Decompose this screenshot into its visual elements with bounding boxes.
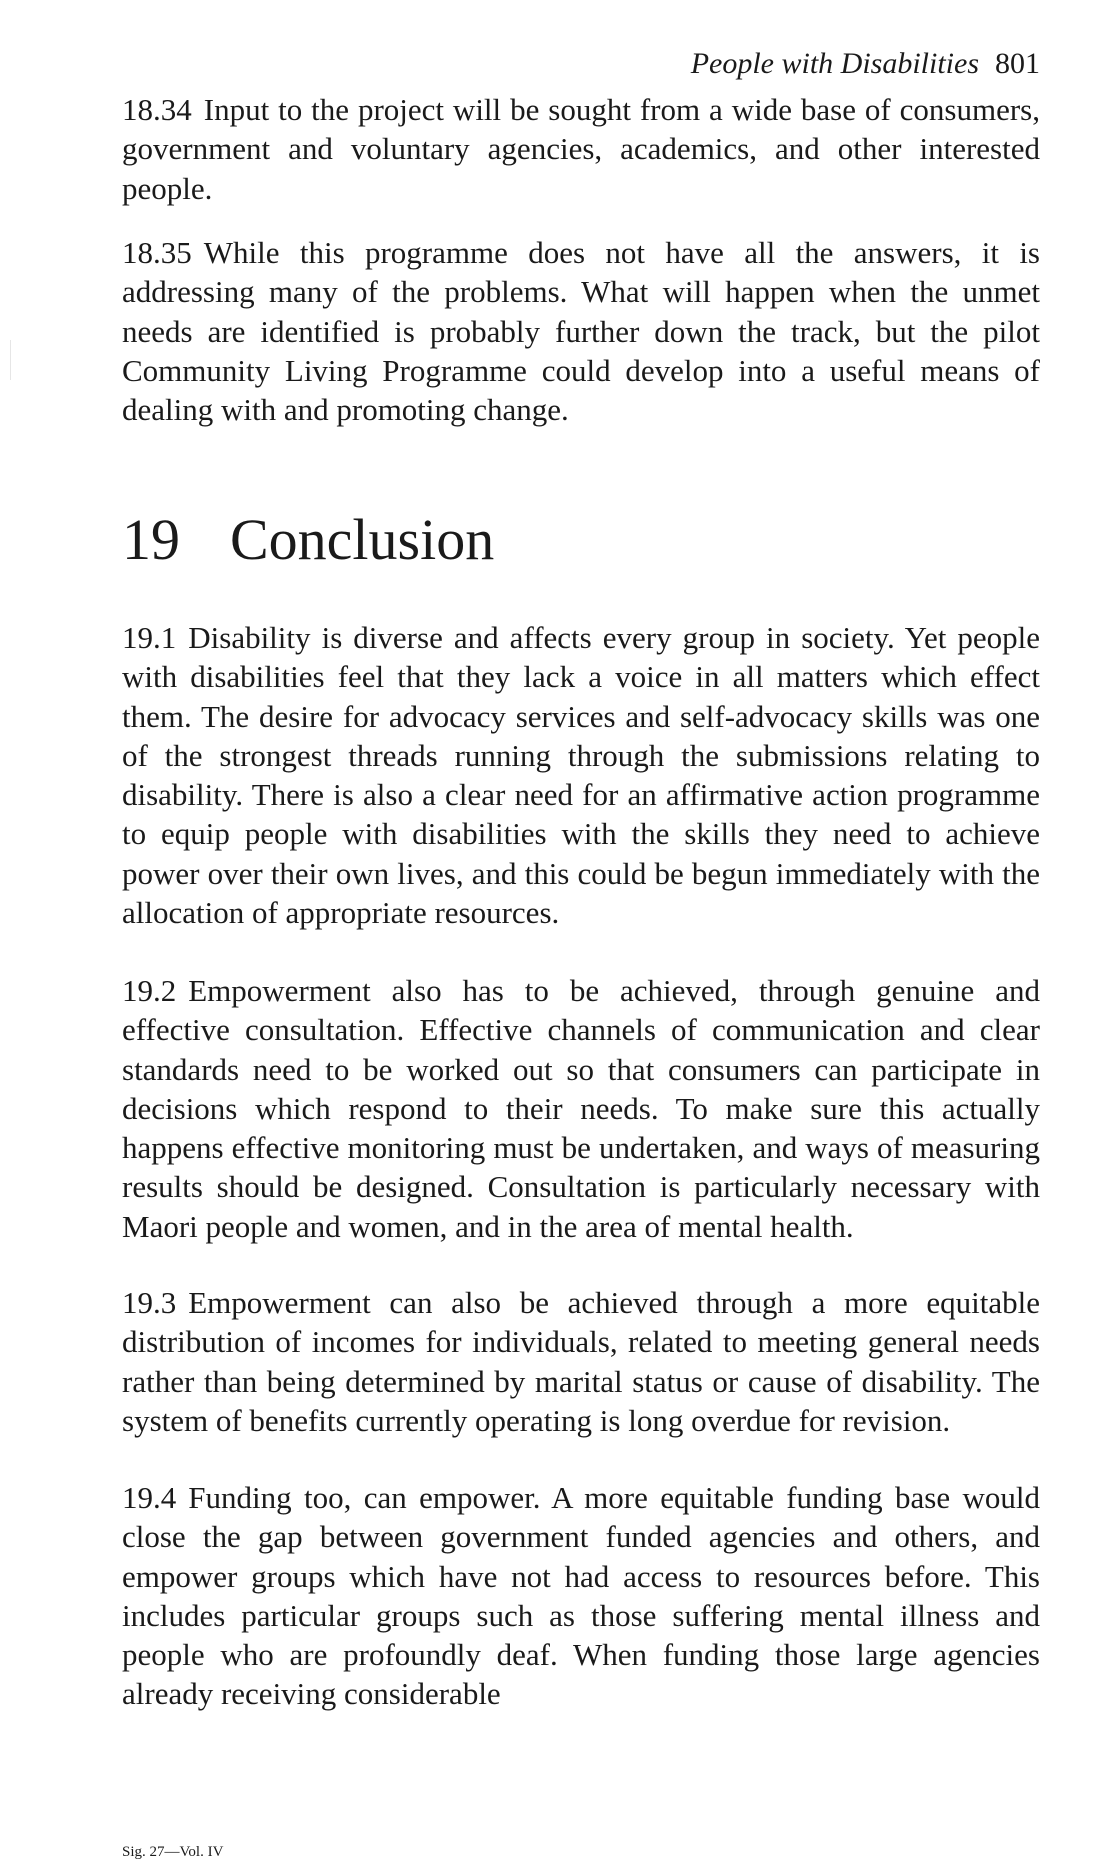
paragraph-number: 19.3	[122, 1285, 177, 1320]
section-title: Conclusion	[230, 507, 495, 572]
paragraph-text: Empowerment can also be achieved through a more equitable distribution of incomes for individuals, related to meeting general needs rather than being determined by marital status or cause of disability. The system of benefits currently operating is long overdue for revision.	[122, 1285, 1040, 1438]
running-head	[691, 46, 1040, 82]
paragraph-text: Input to the project will be sought from a wide base of consumers, government and voluntary agencies, academics, and other interested people.	[122, 92, 1040, 206]
paragraph-number: 19.2	[122, 973, 177, 1008]
scan-margin-mark	[10, 340, 11, 380]
paragraph-number: 18.35	[122, 235, 192, 270]
paragraph-18-35	[122, 233, 1040, 429]
paragraph-text: Empowerment also has to be achieved, through genuine and effective consultation. Effective channels of communication and clear standards need to be worked out so that consumers can participate in decisions which respond to their needs. To make sure this actually happens effective monitoring must be undertaken, and ways of measuring results should be designed. Consultation is particularly necessary with Maori people and women, and in the area of mental health.	[122, 973, 1040, 1244]
paragraph-number: 19.4	[122, 1480, 177, 1515]
paragraph-text: While this programme does not have all the answers, it is addressing many of the problems. What will happen when the unmet needs are identified is probably further down the track, but the pilot Community Living Programme could develop into a useful means of dealing with and promoting change.	[122, 235, 1040, 428]
paragraph-number: 19.1	[122, 620, 177, 655]
section-heading	[122, 505, 494, 575]
paragraph-19-2	[122, 971, 1040, 1246]
paragraph-text: Funding too, can empower. A more equitable funding base would close the gap between government funded agencies and others, and empower groups which have not had access to resources before. This includes particular groups such as those suffering mental illness and people who are profoundly deaf. When funding those large agencies already receiving considerable	[122, 1480, 1040, 1712]
paragraph-number: 18.34	[122, 92, 192, 127]
page-number: 801	[995, 47, 1040, 80]
paragraph-19-4	[122, 1478, 1040, 1714]
running-head-title: People with Disabilities	[690, 47, 979, 80]
section-number: 19	[122, 507, 180, 572]
signature-mark: Sig. 27—Vol. IV	[122, 1844, 224, 1860]
paragraph-19-3	[122, 1283, 1040, 1440]
paragraph-text: Disability is diverse and affects every group in society. Yet people with disabilities feel that they lack a voice in all matters which effect them. The desire for advocacy services and self-advocacy skills was one of the strongest threads running through the submissions relating to disability. There is also a clear need for an affirmative action programme to equip people with disabilities with the skills they need to achieve power over their own lives, and this could be begun immediately with the allocation of appropriate resources.	[122, 620, 1040, 931]
paragraph-18-34	[122, 90, 1040, 208]
paragraph-19-1	[122, 618, 1040, 932]
document-page	[122, 0, 1040, 1875]
